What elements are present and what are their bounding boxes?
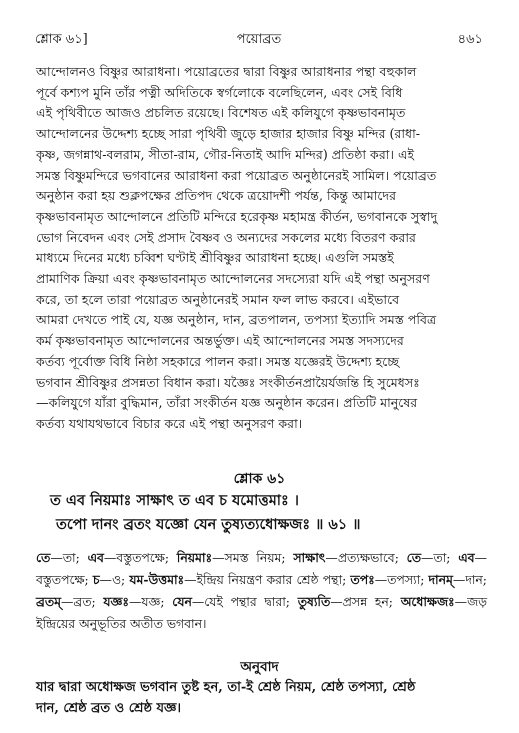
synonym-term: দানম্ [428,572,453,587]
synonym-term: এব [87,550,104,565]
synonym-term: তুষ্যতি [297,594,331,609]
synonym-term: যেন [172,594,192,609]
synonym-term: তপঃ [350,572,375,587]
verse-title: শ্লোক ৬১ [233,471,286,487]
verse-line-1: ত এব নিয়মাঃ সাক্ষাৎ ত এব চ যমোত্তমাঃ । [50,492,299,509]
synonym-meaning: —যেই পন্থার দ্বারা; [191,594,298,609]
synonym-term: এব [458,550,475,565]
synonym-term: নিয়মাঃ [176,550,213,565]
synonym-meaning: —সমস্ত নিয়ম; [212,550,294,565]
synonym-meaning: —দান; [452,572,487,587]
synonym-meaning: —তা; [421,550,459,565]
translation-text: যার দ্বারা অধোক্ষজ ভগবান তুষ্ট হন, তা-ই শ্রেষ্ঠ নিয়ম, শ্রেষ্ঠ তপস্যা, শ্রেষ্ঠ দান, শ্রেষ্ঠ ব্রত ও শ্রেষ্ঠ যজ্ঞ। [36,680,416,716]
synonym-term: তে [406,550,421,565]
synonym-meaning: —যজ্ঞ; [129,594,173,609]
synonym-meaning: —ব্রত; [61,594,104,609]
synonym-meaning: —ইন্দ্রিয় নিয়ন্ত্রণ করার শ্রেষ্ঠ পন্থা; [184,572,351,587]
synonym-term: তে [36,550,51,565]
synonym-term: সাক্ষাৎ [293,550,326,565]
synonym-term: যজ্ঞঃ [103,594,130,609]
synonym-meaning: —বস্তুতপক্ষে; [36,550,487,587]
synonym-term: ব্রতম্ [36,594,61,609]
synonym-meaning: —জড় ইন্দ্রিয়ের অনুভূতির অতীত ভগবান। [36,594,487,631]
verse-line-2: তপো দানং ব্রতং যজ্ঞো যেন তুষ্যত্যধোক্ষজঃ ॥ ৬১ ॥ [56,516,361,533]
synonym-meaning: —প্রসন্ন হন; [330,594,401,609]
header-verse-ref: শ্লোক ৬১] [35,32,88,47]
synonym-meaning: —বস্তুতপক্ষে; [103,550,177,565]
running-header [35,30,483,50]
synonym-meaning: —তপস্যা; [374,572,429,587]
synonym-meaning: —তা; [50,550,88,565]
purport-paragraph: আন্দোলনও বিষ্ণুর আরাধনা। পয়োব্রতের দ্বারা বিষ্ণুর আরাধনার পন্থা বহুকাল পূর্বে কশ্যপ মুনি তাঁর পত্নী অদিতিকে স্বর্গলোকে বলেছিলেন, এবং সেই বিধি এই পৃথিবীতে আজও প্রচলিত রয়েছে। বিশেষত এই কলিযুগে কৃষ্ণভাবনামৃত আন্দোলনের উদ্দেশ্য হচ্ছে সারা পৃথিবী জুড়ে হাজার হাজার বিষ্ণু মন্দির (রাধা- কৃষ্ণ, জগন্নাথ-বলরাম, সীতা-রাম, গৌর-নিতাই আদি মন্দির) প্রতিষ্ঠা করা। এই সমস্ত বিষ্ণুমন্দিরে ভগবানের আরাধনা করা পয়োব্রত অনুষ্ঠানেরই সামিল। পয়োব্রত অনুষ্ঠান করা হয় শুক্লপক্ষের প্রতিপদ থেকে ত্রয়োদশী পর্যন্ত, কিন্তু আমাদের কৃষ্ণভাবনামৃত আন্দোলনে প্রতিটি মন্দিরে হরেকৃষ্ণ মহামন্ত্র কীর্তন, ভগবানকে সুস্বাদু ভোগ নিবেদন এবং সেই প্রসাদ বৈষ্ণব ও অন্যদের সকলের মধ্যে বিতরণ করার মাধ্যমে দিনের মধ্যে চব্বিশ ঘণ্টাই শ্রীবিষ্ণুর আরাধনা হচ্ছে। এগুলি সমস্তই প্রামাণিক ক্রিয়া এবং কৃষ্ণভাবনামৃত আন্দোলনের সদস্যেরা যদি এই পন্থা অনুসরণ করে, তা হলে তারা পয়োব্রত অনুষ্ঠানেরই সমান ফল লাভ করবে। এইভাবে আমরা দেখতে পাই যে, যজ্ঞ অনুষ্ঠান, দান, ব্রতপালন, তপস্যা ইত্যাদি সমস্ত পবিত্র কর্ম কৃষ্ণভাবনামৃত আন্দোলনের অন্তর্ভুক্ত। এই আন্দোলনের সমস্ত সদস্যদের কর্তব্য পূর্বোক্ত বিধি নিষ্ঠা সহকারে পালন করা। সমস্ত যজ্ঞেরই উদ্দেশ্য হচ্ছে ভগবান শ্রীবিষ্ণুর প্রসন্নতা বিধান করা। যজ্ঞৈঃ সংকীর্তনপ্রায়ৈর্যজন্তি হি সুমেধসঃ —কলিযুগে যাঁরা বুদ্ধিমান, তাঁরা সংকীর্তন যজ্ঞ অনুষ্ঠান করেন। প্রতিটি মানুষের কর্তব্য যথাযথভাবে বিচার করে এই পন্থা অনুসরণ করা। [36,64,438,431]
header-chapter-title: পয়োব্রত [236,32,282,47]
synonyms-section [36,547,487,635]
synonym-term: যম-উত্তমাঃ [129,572,185,587]
synonym-meaning: —ও; [99,572,130,587]
synonym-meaning: —প্রত্যক্ষভাবে; [325,550,407,565]
page-number: ৪৬১ [457,32,483,47]
synonym-term: চ [92,572,100,587]
translation-title: অনুবাদ [240,659,279,675]
synonym-term: অধোক্ষজঃ [400,594,455,609]
